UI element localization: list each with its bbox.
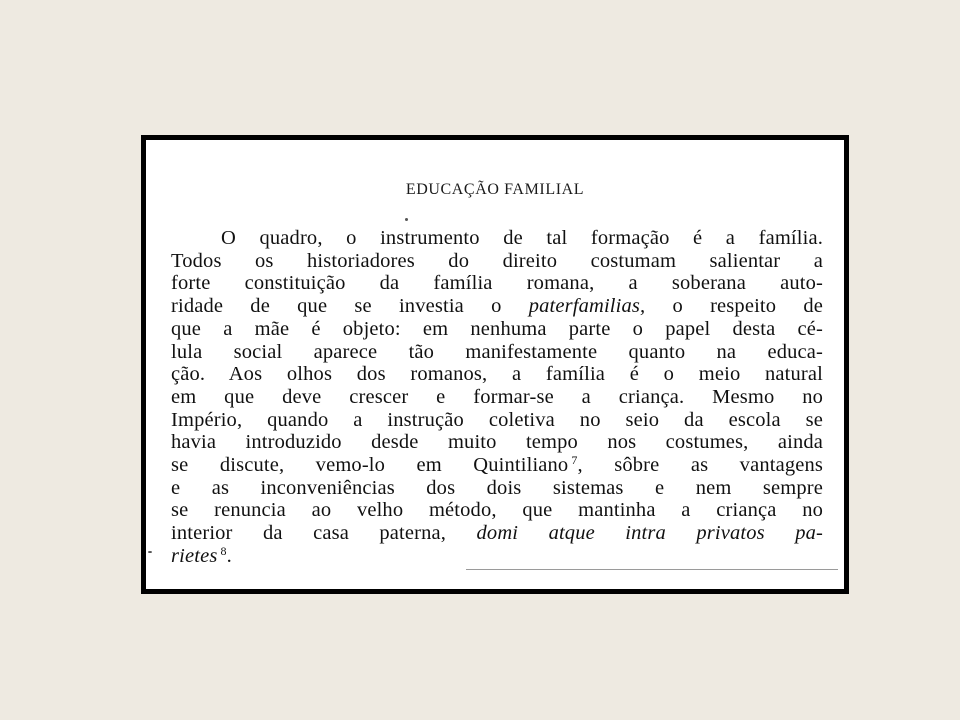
text-segment: se discute, vemo-lo em Quintiliano: [171, 454, 569, 477]
text-line: que a mãe é objeto: em nenhuma parte o papel desta cé-: [171, 317, 823, 340]
text-segment: , sôbre as vantagens: [577, 454, 823, 477]
text-line: lula social aparece tão manifestamente quanto na educa-: [171, 340, 823, 363]
text-line: [171, 522, 823, 545]
footnote-marker: 8: [220, 543, 227, 558]
text-segment: ridade de que se investia o: [171, 295, 529, 318]
scan-speck: [148, 551, 152, 553]
text-line: forte constituição da família romana, a soberana auto-: [171, 272, 823, 295]
text-line: Todos os historiadores do direito costumam salientar a: [171, 249, 823, 272]
text-line: em que deve crescer e formar-se a criança. Mesmo no: [171, 385, 823, 408]
text-line: havia introduzido desde muito tempo nos costumes, ainda: [171, 431, 823, 454]
scan-speck: [405, 218, 408, 221]
text-line: [171, 295, 823, 318]
text-segment: o respeito de: [645, 295, 823, 318]
text-line: [171, 545, 823, 568]
italic-latin-phrase: rietes: [171, 544, 218, 567]
text-line: se renuncia ao velho método, que mantinha a criança no: [171, 499, 823, 522]
italic-latin-phrase: domi atque intra privatos pa-: [476, 522, 823, 545]
text-line: Império, quando a instrução coletiva no seio da escola se: [171, 408, 823, 431]
italic-term: paterfamilias,: [528, 295, 646, 318]
text-line: [171, 454, 823, 477]
section-heading: EDUCAÇÃO FAMILIAL: [405, 181, 585, 198]
body-paragraph: [171, 227, 823, 568]
text-line: ção. Aos olhos dos romanos, a família é o meio natural: [171, 363, 823, 386]
scan-artifact-line: [466, 569, 838, 570]
text-line: O quadro, o instrumento de tal formação é a família.: [221, 227, 823, 249]
footnote-marker: 7: [571, 453, 578, 468]
text-segment: .: [226, 544, 232, 567]
scanned-page: [141, 135, 849, 594]
text-segment: interior da casa paterna,: [171, 522, 477, 545]
text-line: e as inconveniências dos dois sistemas e nem sempre: [171, 476, 823, 499]
